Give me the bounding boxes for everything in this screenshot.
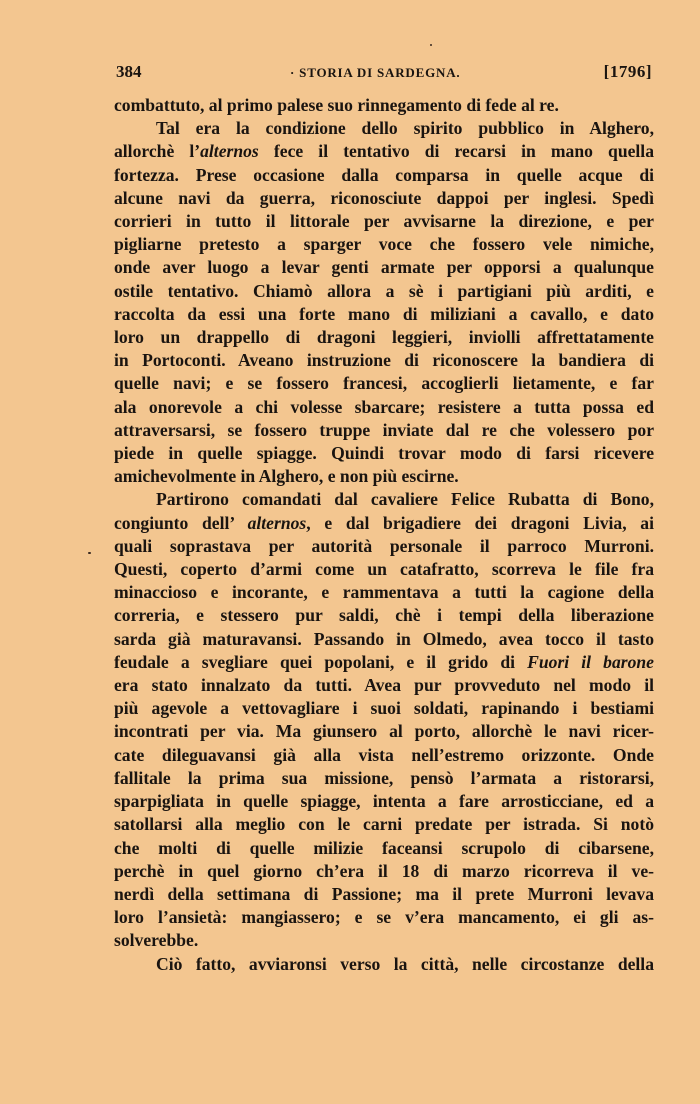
text-line: quali soprastava per autorità personale il parroco Murroni.	[114, 535, 654, 556]
text-line: satollarsi alla meglio con le carni predate per istrada. Si notò	[114, 814, 654, 835]
text-line: quelle navi; e se fossero francesi, accoglierli lietamente, e far	[114, 373, 654, 394]
text-line	[114, 140, 654, 163]
text-line: nerdì della settimana di Passione; ma il prete Murroni levava	[114, 883, 654, 904]
header-year: [1796]	[603, 62, 652, 81]
text-line: perchè in quel giorno ch’era il 18 di marzo ricorreva il ve-	[114, 860, 654, 881]
dust-speck	[430, 44, 432, 46]
text-line: Tal era la condizione dello spirito pubblico in Alghero,	[156, 118, 654, 139]
italic-term: alternos	[247, 512, 307, 533]
text-line: Partirono comandati dal cavaliere Felice Rubatta di Bono,	[156, 489, 654, 510]
text-line: attraversarsi, se fossero truppe inviate dal re che volessero por	[114, 419, 654, 440]
text-line: Ciò fatto, avviaronsi verso la città, nelle circostanze della	[156, 953, 654, 974]
text-line: in Portoconti. Aveano instruzione di riconoscere la bandiera di	[114, 350, 654, 371]
text-line: alcune navi da guerra, riconosciute dappoi per inglesi. Spedì	[114, 187, 654, 208]
running-title: · STORIA DI SARDEGNA.	[290, 65, 461, 80]
text-run: congiunto dell’	[114, 512, 248, 533]
text-line: fallitale la prima sua missione, pensò l’armata a ristorarsi,	[114, 767, 654, 788]
text-line: corrieri in tutto il littorale per avvisarne la direzione, e per	[114, 211, 654, 232]
running-header	[114, 62, 654, 90]
text-line: onde aver luogo a levar genti armate per opporsi a qualunque	[114, 257, 654, 278]
text-line: sparpigliata in quelle spiagge, intenta a fare arrosticciane, ed a	[114, 791, 654, 812]
text-line: che molti di quelle milizie faceansi scrupolo di cibarsene,	[114, 837, 654, 858]
text-line: cate dileguavansi già alla vista nell’estremo orizzonte. Onde	[114, 744, 654, 765]
text-line: ostile tentativo. Chiamò allora a sè i partigiani più arditi, e	[114, 280, 654, 301]
text-line: loro l’ansietà: mangiassero; e se v’era mancamento, ei gli as-	[114, 907, 654, 928]
body-text	[114, 94, 654, 976]
text-line: correria, e stessero pur saldi, chè i tempi della liberazione	[114, 605, 654, 626]
dust-speck	[88, 552, 91, 554]
italic-term: Fuori il barone	[527, 651, 654, 672]
text-line: combattuto, al primo palese suo rinnegamento di fede al re.	[114, 95, 559, 115]
text-run: , e dal brigadiere dei dragoni Livia, ai	[306, 512, 654, 533]
text-run: allorchè l’	[114, 141, 201, 162]
text-line: era stato innalzato da tutti. Avea pur provveduto nel modo il	[114, 675, 654, 696]
text-line: amichevolmente in Alghero, e non più escirne.	[114, 466, 459, 487]
italic-term: alternos	[200, 141, 259, 162]
text-line: pigliarne pretesto a sparger voce che fossero vele nimiche,	[114, 234, 654, 255]
text-line: raccolta da essi una forte mano di miliziani a cavallo, e dato	[114, 303, 654, 324]
text-line: solverebbe.	[114, 930, 199, 951]
page-number: 384	[116, 62, 142, 81]
text-line: sarda già maturavansi. Passando in Olmedo, avea tocco il tasto	[114, 628, 654, 649]
text-run: feudale a svegliare quei popolani, e il grido di	[114, 651, 528, 672]
text-line: Questi, coperto d’armi come un catafratto, scorreva le file fra	[114, 559, 654, 580]
text-line: ala onorevole a chi volesse sbarcare; resistere a tutta possa ed	[114, 396, 654, 417]
text-line: minaccioso e incorante, e rammentava a tutti la cagione della	[114, 582, 654, 603]
text-line: loro un drappello di dragoni leggieri, inviolli affrettatamente	[114, 327, 654, 348]
text-line: fortezza. Prese occasione dalla comparsa in quelle acque di	[114, 164, 654, 185]
text-line: incontrati per via. Ma giunsero al porto, allorchè le navi ricer-	[114, 721, 654, 742]
text-line: piede in quelle spiagge. Quindi trovar modo di farsi ricevere	[114, 443, 654, 464]
text-line: più agevole a vettovagliare i suoi soldati, rapinando i bestiami	[114, 698, 654, 719]
text-run: fece il tentativo di recarsi in mano quella	[258, 141, 654, 162]
book-page	[114, 62, 654, 976]
text-line	[114, 512, 654, 535]
text-line	[114, 651, 654, 674]
